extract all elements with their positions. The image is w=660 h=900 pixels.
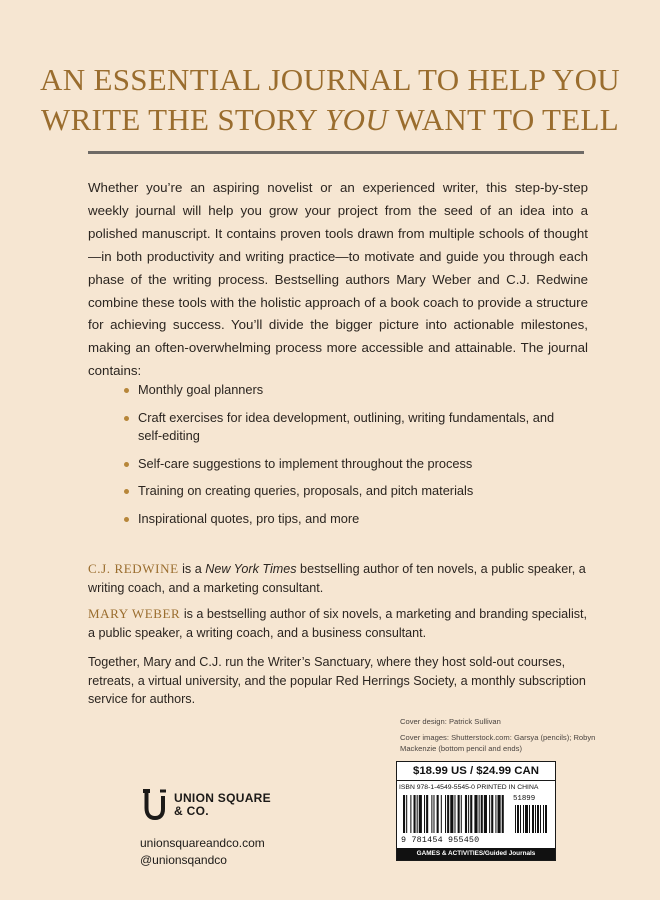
barcode-bar: [431, 795, 432, 833]
barcode-bar: [495, 795, 496, 833]
barcode-bar: [410, 795, 411, 833]
price-label: $18.99 US / $24.99 CAN: [397, 762, 555, 781]
cover-images-credit: Cover images: Shutterstock.com: Garsya (pencils); Robyn Mackenzie (bottom pencil and ends): [400, 733, 596, 753]
list-item-text: Inspirational quotes, pro tips, and more: [138, 510, 360, 526]
barcode-panel: [396, 761, 556, 861]
bio-text: is a bestselling author of six novels, a marketing and branding specialist, a public speaker, a writing coach, and a business consultant.: [88, 607, 588, 640]
bio-italic: New York Times: [205, 562, 297, 576]
barcode-bar: [437, 795, 439, 833]
barcode-bar: [465, 795, 467, 833]
barcode-digits: 9 781454 955450: [401, 835, 480, 845]
publisher-name-line-1: UNION SQUARE: [174, 791, 271, 805]
list-item-text: Monthly goal planners: [138, 382, 264, 397]
barcode-addon-bar: [537, 805, 539, 833]
barcode-bar: [454, 795, 455, 833]
barcode-addon-bar: [532, 805, 534, 833]
barcode-bar: [458, 795, 460, 833]
barcode-bar: [403, 795, 405, 833]
author-bio-weber: [88, 605, 588, 642]
headline-emphasis: YOU: [325, 102, 389, 137]
barcode-bar: [502, 795, 504, 833]
list-item: [124, 455, 564, 474]
headline-text-end: WANT TO TELL: [388, 102, 619, 137]
publisher-social-handle: @unionsqandco: [140, 853, 227, 867]
list-item-text: Self-care suggestions to implement throughout the process: [138, 455, 473, 471]
barcode-bar: [498, 795, 501, 833]
barcode-bar: [489, 795, 490, 833]
barcode-addon-bar: [543, 805, 544, 833]
barcode-addon-bar: [545, 805, 547, 833]
bullet-icon: [124, 462, 129, 467]
union-square-logo-icon: [140, 788, 166, 822]
publisher-name-line-2: & CO.: [174, 804, 209, 818]
barcode-bar: [433, 795, 434, 833]
author-name-redwine: C.J. REDWINE: [88, 561, 179, 576]
barcode-bar: [484, 795, 487, 833]
bullet-icon: [124, 416, 129, 421]
barcode-bar: [414, 795, 416, 833]
bullet-icon: [124, 489, 129, 494]
barcode-addon-bar: [529, 805, 530, 833]
barcode-bar: [447, 795, 449, 833]
barcode-addon-bar: [520, 805, 521, 833]
barcode-addon-bar: [535, 805, 536, 833]
barcode-bar: [441, 795, 442, 833]
barcode-bar: [479, 795, 480, 833]
barcode-bar: [461, 795, 462, 833]
list-item-text: Craft exercises for idea development, outlining, writing fundamentals, and self-editing: [138, 409, 555, 443]
barcode-bar: [424, 795, 425, 833]
author-name-weber: MARY WEBER: [88, 606, 181, 621]
barcode-addon-digits: 51899: [513, 795, 536, 803]
barcode-addon-bar: [540, 805, 541, 833]
bisac-category: GAMES & ACTIVITIES/Guided Journals: [397, 848, 555, 860]
headline-line-2: [0, 104, 660, 135]
author-bio-redwine: [88, 560, 588, 597]
barcode-addon-bar: [523, 805, 524, 833]
barcode-bar: [426, 795, 428, 833]
contents-list: [124, 381, 564, 537]
list-item-text: Training on creating queries, proposals, and pitch materials: [138, 483, 474, 498]
barcode-bar: [491, 795, 493, 833]
cover-design-credit: Cover design: Patrick Sullivan: [400, 717, 501, 726]
barcode-bar: [419, 795, 422, 833]
divider-rule: [88, 151, 584, 154]
barcode-bar: [474, 795, 477, 833]
publisher-logo: [140, 788, 271, 822]
isbn-line: ISBN 978-1-4549-5545-0 PRINTED IN CHINA: [399, 784, 539, 791]
barcode-bar: [470, 795, 472, 833]
barcode-bar: [481, 795, 483, 833]
list-item: [124, 381, 564, 400]
headline-text: WRITE THE STORY: [41, 102, 326, 137]
barcode-bar: [445, 795, 446, 833]
barcode-addon-bar: [515, 805, 516, 833]
headline-line-1: AN ESSENTIAL JOURNAL TO HELP YOU: [40, 62, 620, 97]
bio-text: bestselling author of ten novels, a public speaker, a writing coach, and a marketing consultant.: [88, 562, 586, 595]
barcode-addon-bar: [525, 805, 528, 833]
description-paragraph: Whether you’re an aspiring novelist or an experienced writer, this step-by-step weekly journal will help you grow your project from the seed of an idea into a polished manuscript. It contains proven tools drawn from multiple schools of thought—in both productivity and writing practice—to motivate and guide you through each phase of the writing process. Bestselling authors Mary Weber and C.J. Redwine combine these tools with the holistic approach of a book coach to provide a structure for achieving success. You’ll divide the bigger picture into actionable milestones, making an often-overwhelming process more accessible and attainable. The journal contains:: [88, 180, 588, 379]
bullet-icon: [124, 517, 129, 522]
barcode-bar: [406, 795, 407, 833]
barcode-addon-bar: [517, 805, 519, 833]
bio-text: is a: [178, 562, 206, 576]
barcode-bar: [417, 795, 418, 833]
bullet-icon: [124, 388, 129, 393]
publisher-name: [174, 792, 271, 818]
authors-together-paragraph: Together, Mary and C.J. run the Writer’s Sanctuary, where they host sold-out courses, retreats, a virtual university, and the popular Red Herrings Society, a monthly subscription service for authors.: [88, 655, 586, 707]
publisher-contacts: [140, 835, 265, 869]
publisher-website: unionsquareandco.com: [140, 836, 265, 850]
barcode-bar: [450, 795, 453, 833]
list-item: [124, 482, 564, 501]
barcode-bar: [468, 795, 469, 833]
list-item: [124, 409, 564, 446]
list-item: [124, 510, 564, 529]
